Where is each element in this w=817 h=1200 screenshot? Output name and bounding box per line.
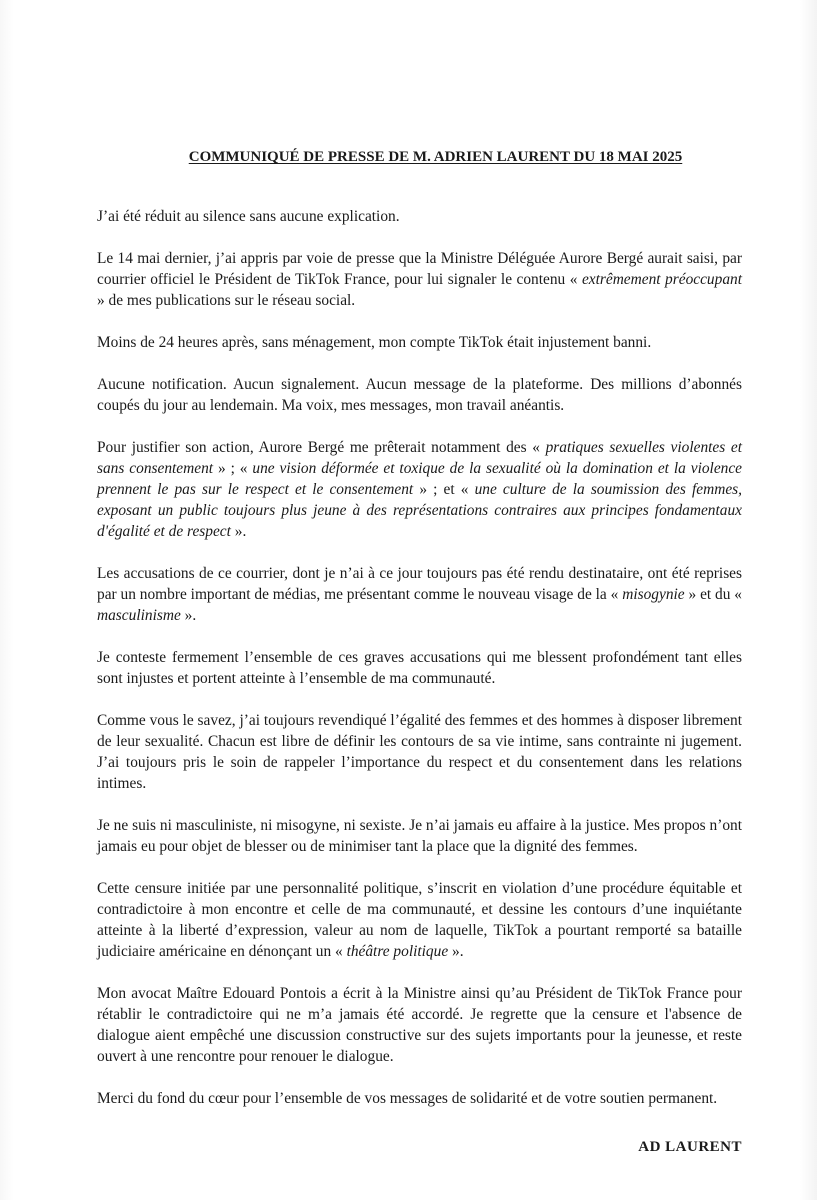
paragraph-10-text-a: Cette censure initiée par une personnalité politique, s’inscrit en violation d’une procédure équitable et contradictoire à mon encontre et celle de ma communauté, et dessine les contours d’une inquiétante atteinte à la liberté d’expression, valeur au nom de laquelle, TikTok a pourtant remporté sa bataille judiciaire américaine en dénonçant un « [97,880,742,960]
paragraph-5 [97,437,742,542]
paragraph-10 [97,878,742,962]
paragraph-2-text-a: Le 14 mai dernier, j’ai appris par voie de presse que la Ministre Déléguée Aurore Bergé aurait saisi, par courrier officiel le Président de TikTok France, pour lui signaler le contenu « [97,250,742,288]
paragraph-6-text-c: » et du « [684,586,743,603]
quote-masculinisme: masculinisme [97,607,181,624]
press-release-document [97,147,742,1158]
paragraph-4: Aucune notification. Aucun signalement. Aucun message de la plateforme. Des millions d’abonnés coupés du jour au lendemain. Ma voix, mes messages, mon travail anéantis. [97,376,742,414]
paragraph-5-text-g: ». [230,523,247,540]
paragraph-6-text-a: Les accusations de ce courrier, dont je n’ai à ce jour toujours pas été rendu destinataire, ont été reprises par un nombre important de médias, me présentant comme le nouveau visage de la « [97,565,742,603]
paragraph-5-text-e: » ; et « [413,481,475,498]
paragraph-2 [97,248,742,311]
paragraph-1: J’ai été réduit au silence sans aucune explication. [97,208,400,225]
paragraph-12: Merci du fond du cœur pour l’ensemble de vos messages de solidarité et de votre soutien permanent. [97,1090,718,1107]
paragraph-7: Je conteste fermement l’ensemble de ces graves accusations qui me blessent profondément tant elles sont injustes et portent atteinte à l’ensemble de ma communauté. [97,649,742,687]
quote-theatre-politique: théâtre politique [346,943,449,960]
quote-pratiques-sexuelles: pratiques sexuelles violentes et sans consentement [97,439,742,477]
paragraph-9: Je ne suis ni masculiniste, ni misogyne, ni sexiste. Je n’ai jamais eu affaire à la justice. Mes propos n’ont jamais eu pour objet de blesser ou de minimiser tant la place que la dignité des femmes. [97,817,742,855]
paragraph-6-text-e: ». [180,607,197,624]
quote-culture-soumission: une culture de la soumission des femmes, exposant un public toujours plus jeune à des représentations contraires aux principes fondamentaux d'égalité et de respect [97,481,742,540]
paragraph-5-text-c: » ; « [213,460,253,477]
paragraph-2-text-c: » de mes publications sur le réseau social. [97,292,356,309]
paragraph-5-text-a: Pour justifier son action, Aurore Bergé me prêterait notamment des « [97,439,546,456]
signature: AD LAURENT [638,1139,742,1155]
paragraph-6 [97,563,742,626]
paragraph-8: Comme vous le savez, j’ai toujours revendiqué l’égalité des femmes et des hommes à disposer librement de leur sexualité. Chacun est libre de définir les contours de sa vie intime, sans contrainte ni jugement. J’ai toujours pris le soin de rappeler l’importance du respect et du consentement dans les relations intimes. [97,712,742,792]
quote-misogynie: misogynie [622,586,685,603]
paragraph-11: Mon avocat Maître Edouard Pontois a écrit à la Ministre ainsi qu’au Président de TikTok France pour rétablir le contradictoire qui ne m’a jamais été accordé. Je regrette que la censure et l'absence de dialogue aient empêché une discussion constructive sur des sujets importants pour la jeunesse, et reste ouvert à une rencontre pour renouer le dialogue. [97,985,742,1065]
quote-vision-deformee: une vision déformée et toxique de la sexualité où la domination et la violence prennent le pas sur le respect et le consentement [97,460,743,498]
paragraph-10-text-c: ». [448,943,464,960]
document-title: COMMUNIQUÉ DE PRESSE DE M. ADRIEN LAURENT DU 18 MAI 2025 [188,149,683,165]
paragraph-3: Moins de 24 heures après, sans ménagement, mon compte TikTok était injustement banni. [97,334,652,351]
quote-extremement-preoccupant: extrêmement préoccupant [581,271,742,288]
